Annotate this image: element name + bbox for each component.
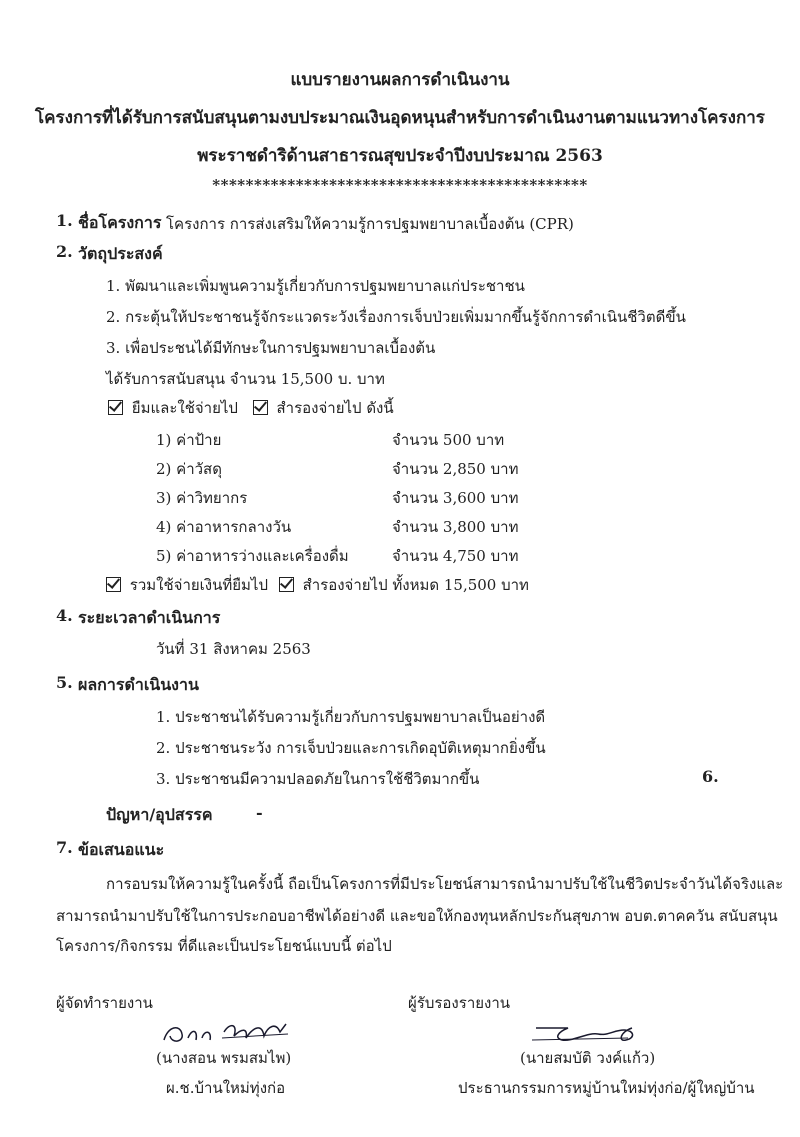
section1-number: 1. — [56, 211, 73, 230]
total-row — [106, 573, 529, 597]
right-signer-name: (นายสมบัติ วงค์แก้ว) — [520, 1049, 656, 1067]
expense-amount: จำนวน 4,750 บาท — [392, 547, 519, 565]
objective-item: 3. เพื่อประชนได้มีทักษะในการปฐมพยาบาลเบื้องต้น — [106, 339, 436, 357]
support-amount: ได้รับการสนับสนุน จำนวน 15,500 บ. บาท — [106, 370, 385, 388]
suggestion-line: การอบรมให้ความรู้ในครั้งนี้ ถือเป็นโครงการที่มีประโยชน์สามารถนำมาปรับใช้ในชีวิตประจำวันได้จริงและ — [106, 875, 784, 893]
left-signature-image — [158, 1014, 298, 1050]
section1-label: ชื่อโครงการ — [78, 213, 162, 232]
right-signature-image — [528, 1018, 648, 1048]
section5-number: 5. — [56, 673, 73, 692]
section7-label: ข้อเสนอแนะ — [78, 840, 165, 859]
section2-number: 2. — [56, 242, 73, 261]
objective-item: 1. พัฒนาและเพิ่มพูนความรู้เกี่ยวกับการปฐมพยาบาลแก่ประชาชน — [106, 277, 525, 295]
expense-item: 5) ค่าอาหารว่างและเครื่องดื่ม — [156, 547, 349, 565]
checkbox-checked-icon — [253, 400, 268, 415]
left-signer-title: ผ.ช.บ้านใหม่ทุ่งก่อ — [166, 1079, 286, 1097]
suggestion-line: สามารถนำมาปรับใช้ในการประกอบอาชีพได้อย่างดี และขอให้กองทุนหลักประกันสุขภาพ อบต.ตาคควัน สนับสนุน — [56, 907, 778, 925]
expense-amount: จำนวน 500 บาท — [392, 431, 505, 449]
section2-label: วัตถุประสงค์ — [78, 244, 163, 263]
report-title: แบบรายงานผลการดำเนินงาน — [290, 70, 510, 90]
report-subtitle-line1: โครงการที่ได้รับการสนับสนุนตามงบประมาณเงินอุดหนุนสำหรับการดำเนินงานตามแนวทางโครงการ — [35, 108, 765, 128]
right-signer-role: ผู้รับรองรายงาน — [408, 994, 511, 1012]
expense-item: 1) ค่าป้าย — [156, 431, 222, 449]
section4-number: 4. — [56, 606, 73, 625]
total-advance-label: สำรองจ่ายไป ทั้งหมด 15,500 บาท — [302, 576, 529, 594]
handwritten-signature-icon — [528, 1018, 648, 1048]
check-advance-label: สำรองจ่ายไป ดังนี้ — [276, 399, 394, 417]
left-signer-name: (นางสอน พรมสมไพ) — [156, 1049, 292, 1067]
result-item: 1. ประชาชนได้รับความรู้เกี่ยวกับการปฐมพยาบาลเป็นอย่างดี — [156, 708, 546, 726]
check-borrow-label: ยืมและใช้จ่ายไป — [131, 399, 238, 417]
checkbox-checked-icon — [279, 577, 294, 592]
result-item: 2. ประชาชนระวัง การเจ็บป่วยและการเกิดอุบัติเหตุมากยิ่งขึ้น — [156, 739, 546, 757]
right-signer-title: ประธานกรรมการหมู่บ้านใหม่ทุ่งก่อ/ผู้ใหญ่บ้าน — [458, 1079, 755, 1097]
result-item: 3. ประชาชนมีความปลอดภัยในการใช้ชีวิตมากขึ้น — [156, 770, 480, 788]
handwritten-signature-icon — [158, 1014, 298, 1050]
left-signer-role: ผู้จัดทำรายงาน — [56, 994, 153, 1012]
expense-amount: จำนวน 3,600 บาท — [392, 489, 519, 507]
suggestion-line: โครงการ/กิจกรรม ที่ดีและเป็นประโยชน์แบบนี้ ต่อไป — [56, 937, 392, 955]
section6-label: ปัญหา/อุปสรรค — [106, 805, 213, 824]
expense-item: 2) ค่าวัสดุ — [156, 460, 222, 478]
total-borrow-label: รวมใช้จ่ายเงินที่ยืมไป — [129, 576, 268, 594]
section6-value: - — [256, 803, 263, 822]
expense-amount: จำนวน 3,800 บาท — [392, 518, 519, 536]
project-name: โครงการ การส่งเสริมให้ความรู้การปฐมพยาบาลเบื้องต้น (CPR) — [166, 215, 574, 233]
expense-item: 3) ค่าวิทยากร — [156, 489, 248, 507]
check-borrow-row — [108, 396, 394, 420]
expense-item: 4) ค่าอาหารกลางวัน — [156, 518, 292, 536]
section5-label: ผลการดำเนินงาน — [78, 675, 199, 694]
star-divider: ********************************************* — [212, 176, 588, 194]
objective-item: 2. กระตุ้นให้ประชาชนรู้จักระแวดระวังเรื่องการเจ็บป่วยเพิ่มมากขึ้นรู้จักการดำเนินชีวิตดีขึ้น — [106, 308, 686, 326]
expense-amount: จำนวน 2,850 บาท — [392, 460, 519, 478]
section4-label: ระยะเวลาดำเนินการ — [78, 608, 221, 627]
checkbox-checked-icon — [106, 577, 121, 592]
operation-date: วันที่ 31 สิงหาคม 2563 — [156, 640, 311, 658]
section6-number: 6. — [702, 767, 719, 786]
checkbox-checked-icon — [108, 400, 123, 415]
report-subtitle-line2: พระราชดำริด้านสาธารณสุขประจำปีงบประมาณ 2563 — [197, 146, 603, 166]
section7-number: 7. — [56, 838, 73, 857]
